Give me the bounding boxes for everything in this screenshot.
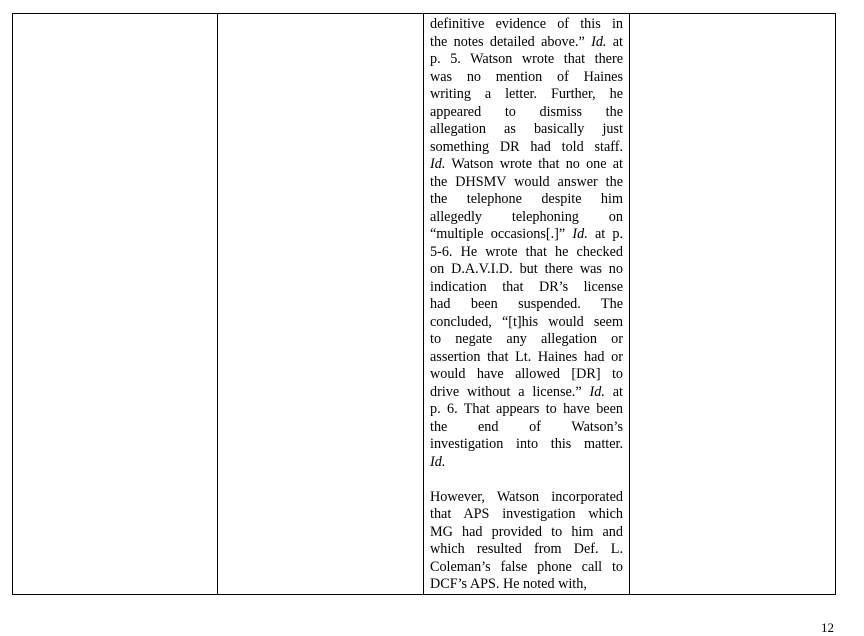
text-line: p. 5. Watson wrote that there (430, 51, 623, 67)
text-line: MG had provided to him and (430, 523, 623, 540)
text-line: indication that DR’s license (430, 278, 623, 295)
text-line: p. 6. That appears to have been (430, 401, 623, 417)
text-line: writing a letter. Further, he (430, 86, 623, 102)
table-cell-column-3 (424, 14, 630, 595)
text-line: allegedly telephoning on (430, 208, 623, 225)
text-line: the telephone despite him (430, 191, 623, 207)
table-cell-column-4 (630, 14, 836, 595)
evidence-table (12, 13, 836, 595)
text-line: allegation as basically just (430, 121, 623, 137)
text-line: something DR had told staff. (430, 138, 623, 155)
text-line: the DHSMV would answer the (430, 173, 623, 190)
text-line: However, Watson incorporated (430, 488, 623, 505)
table-cell-column-1 (13, 14, 218, 595)
text-line: definitive evidence of this in (430, 16, 623, 32)
text-line: investigation into this matter. (430, 436, 623, 452)
text-line: drive without a license.” Id. at (430, 383, 623, 400)
text-line: assertion that Lt. Haines had or (430, 348, 623, 365)
text-line: “multiple occasions[.]” Id. at p. (430, 226, 623, 242)
text-line: 5-6. He wrote that he checked (430, 243, 623, 260)
page-number: 12 (821, 620, 834, 635)
table-row (13, 14, 836, 595)
text-line: Coleman’s false phone call to (430, 558, 623, 575)
text-line: Id. Watson wrote that no one at (430, 156, 623, 172)
paragraph-gap (430, 471, 623, 489)
text-line: appeared to dismiss the (430, 103, 623, 120)
text-line: was no mention of Haines (430, 68, 623, 85)
text-line: DCF’s APS. He noted with, (430, 576, 587, 592)
cell-text-block (424, 14, 629, 594)
text-line: on D.A.V.I.D. but there was no (430, 261, 623, 277)
paragraph-watson-report (430, 16, 623, 471)
text-line: would have allowed [DR] to (430, 366, 623, 382)
text-line: had been suspended. The (430, 296, 623, 312)
text-line: concluded, “[t]his would seem (430, 313, 623, 330)
text-line: Id. (430, 453, 446, 470)
text-line: the end of Watson’s (430, 418, 623, 435)
text-line: to negate any allegation or (430, 331, 623, 347)
text-line: that APS investigation which (430, 506, 623, 522)
text-line: which resulted from Def. L. (430, 541, 623, 557)
table-cell-column-2 (218, 14, 424, 595)
paragraph-aps-investigation (430, 489, 623, 594)
text-line: the notes detailed above.” Id. at (430, 33, 624, 50)
